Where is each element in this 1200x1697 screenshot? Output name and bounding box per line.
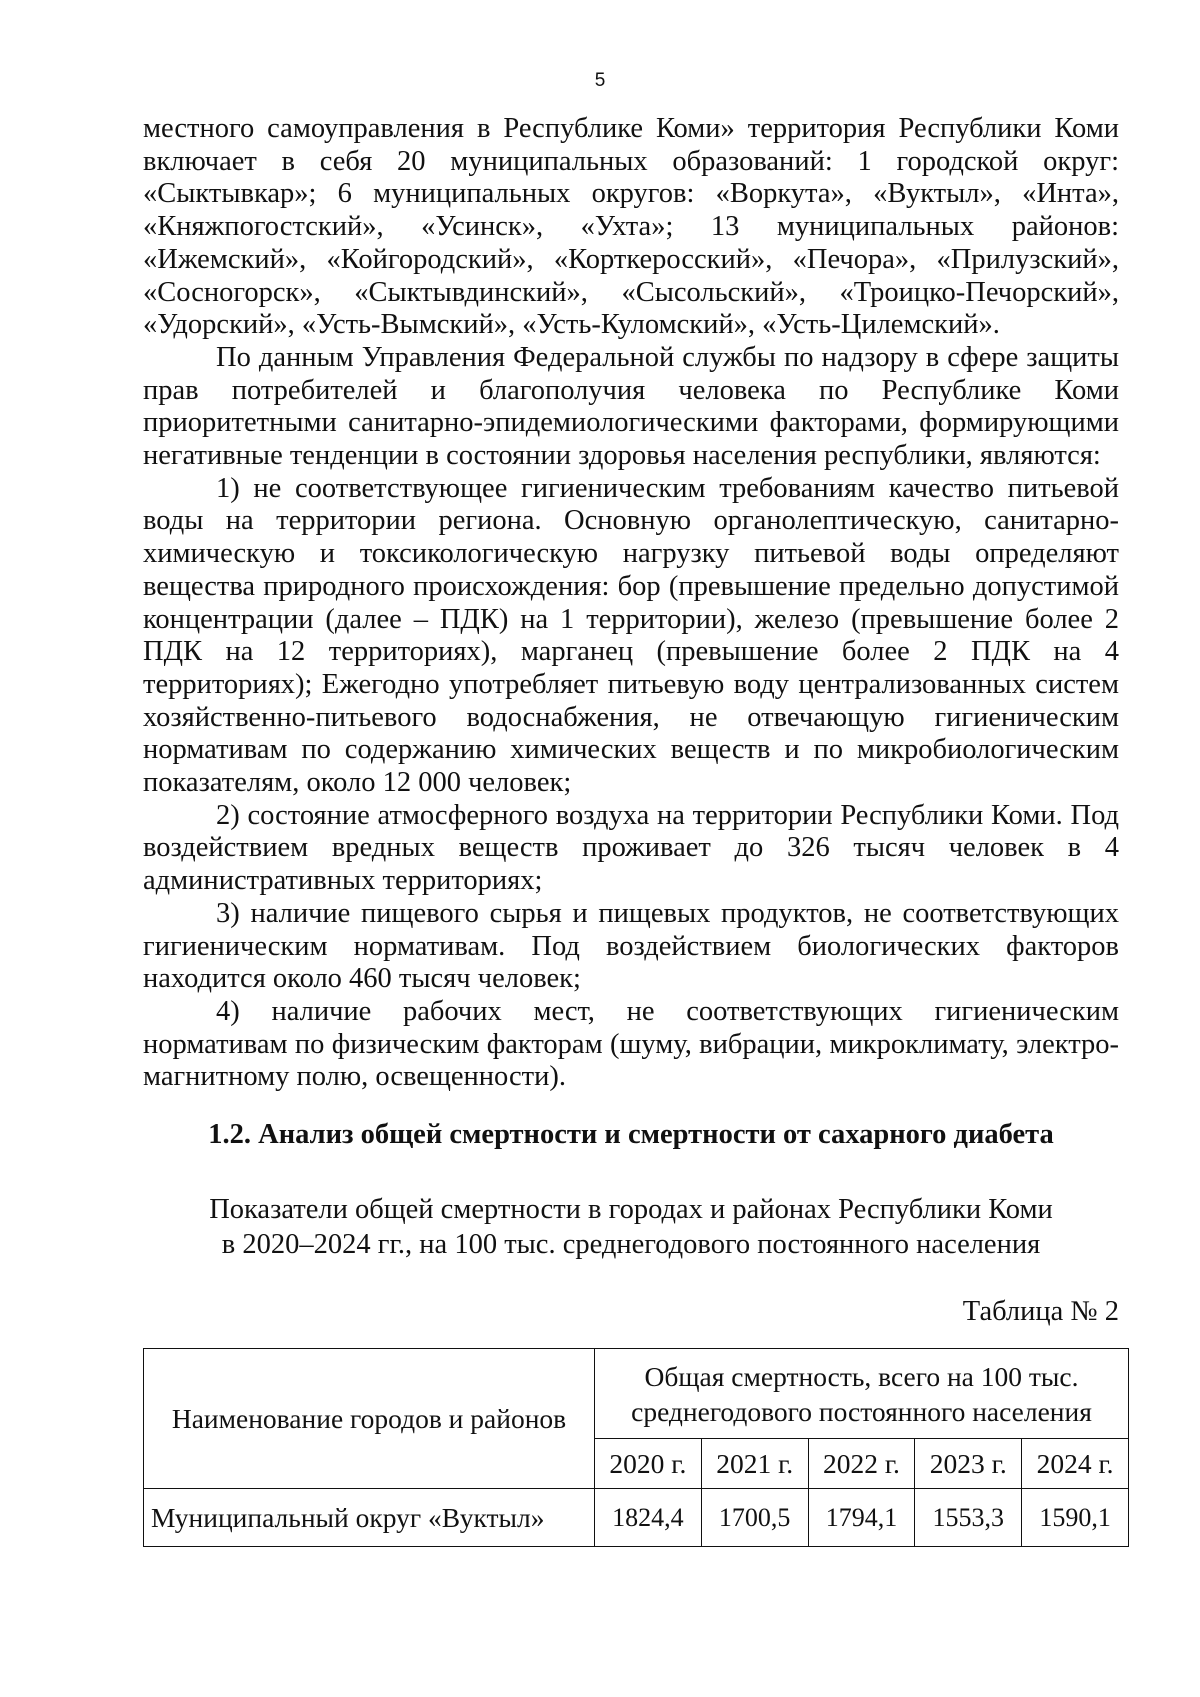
- table-cell-value: 1590,1: [1022, 1489, 1129, 1547]
- paragraph-factor-air: 2) состояние атмосферного воздуха на территории Республики Коми. Под воздействием вредных веществ проживает до 326 тысяч человек в 4 административных территориях;: [143, 799, 1119, 897]
- paragraph-territory: местного самоуправления в Республике Коми» территория Республики Коми включает в себя 20 муниципальных образований: 1 городской округ: «Сыктывкар»; 6 муниципальных округов: «Воркута», «Вуктыл», «Инта», «Княжпогостский», «Усинск», «Ухта»; 13 муниципальных районов: «Ижемский», «Койгородский», «Корткеросский», «Печора», «Прилузский», «Сосногорск», «Сыктывдинский», «Сысольский», «Троицко-Печорский», «Удорский», «Усть-Вымский», «Усть-Куломский», «Усть-Цилемский».: [143, 113, 1119, 341]
- table-caption-line2: в 2020–2024 гг., на 100 тыс. среднегодового постоянного населения: [221, 1228, 1041, 1260]
- page-number: 5: [594, 70, 606, 91]
- table-caption: [143, 1192, 1119, 1262]
- table-cell-value: 1824,4: [595, 1489, 702, 1547]
- table-header-name: Наименование городов и районов: [144, 1349, 595, 1489]
- table-cell-value: 1700,5: [701, 1489, 808, 1547]
- table-cell-value: 1794,1: [808, 1489, 915, 1547]
- paragraph-factor-workplace: 4) наличие рабочих мест, не соответствующих гигиеническим нормативам по физическим факторам (шуму, вибрации, микроклимату, электро-магнитному полю, освещенности).: [143, 995, 1119, 1093]
- table-header-row: [144, 1349, 1129, 1439]
- section-title: 1.2. Анализ общей смертности и смертности от сахарного диабета: [208, 1119, 1054, 1151]
- paragraph-factor-water: 1) не соответствующее гигиеническим требованиям качество питьевой воды на территории региона. Основную органолептическую, санитарно-химическую и токсикологическую нагрузку питьевой воды определяют вещества природного происхождения: бор (превышение предельно допустимой концентрации (далее – ПДК) на 1 территории), железо (превышение более 2 ПДК на 12 территориях), марганец (превышение более 2 ПДК на 4 территориях); Ежегодно употребляет питьевую воду централизованных систем хозяйственно-питьевого водоснабжения, не отвечающую гигиеническим нормативам по содержанию химических веществ и по микробиологическим показателям, около 12 000 человек;: [143, 472, 1119, 799]
- year-header: 2024 г.: [1022, 1439, 1129, 1489]
- mortality-table: [143, 1348, 1129, 1547]
- paragraph-factor-food: 3) наличие пищевого сырья и пищевых продуктов, не соответствующих гигиеническим нормативам. Под воздействием биологических факторов находится около 460 тысяч человек;: [143, 897, 1119, 995]
- table-row-name: Муниципальный округ «Вуктыл»: [144, 1489, 595, 1547]
- year-header: 2022 г.: [808, 1439, 915, 1489]
- year-header: 2020 г.: [595, 1439, 702, 1489]
- year-header: 2023 г.: [915, 1439, 1022, 1489]
- document-body: [143, 113, 1119, 1329]
- table-header-group: [595, 1349, 1129, 1439]
- table-header-group-line2: среднегодового постоянного населения: [631, 1395, 1092, 1427]
- paragraph-factors-intro: По данным Управления Федеральной службы по надзору в сфере защиты прав потребителей и благополучия человека по Республике Коми приоритетными санитарно-эпидемиологическими факторами, формирующими негативные тенденции в состоянии здоровья населения республики, являются:: [143, 341, 1119, 472]
- table-caption-line1: Показатели общей смертности в городах и районах Республики Коми: [209, 1193, 1053, 1225]
- table-header-group-line1: Общая смертность, всего на 100 тыс.: [644, 1360, 1079, 1392]
- year-header: 2021 г.: [701, 1439, 808, 1489]
- table-row: [144, 1489, 1129, 1547]
- table-number: Таблица № 2: [962, 1295, 1119, 1327]
- table-cell-value: 1553,3: [915, 1489, 1022, 1547]
